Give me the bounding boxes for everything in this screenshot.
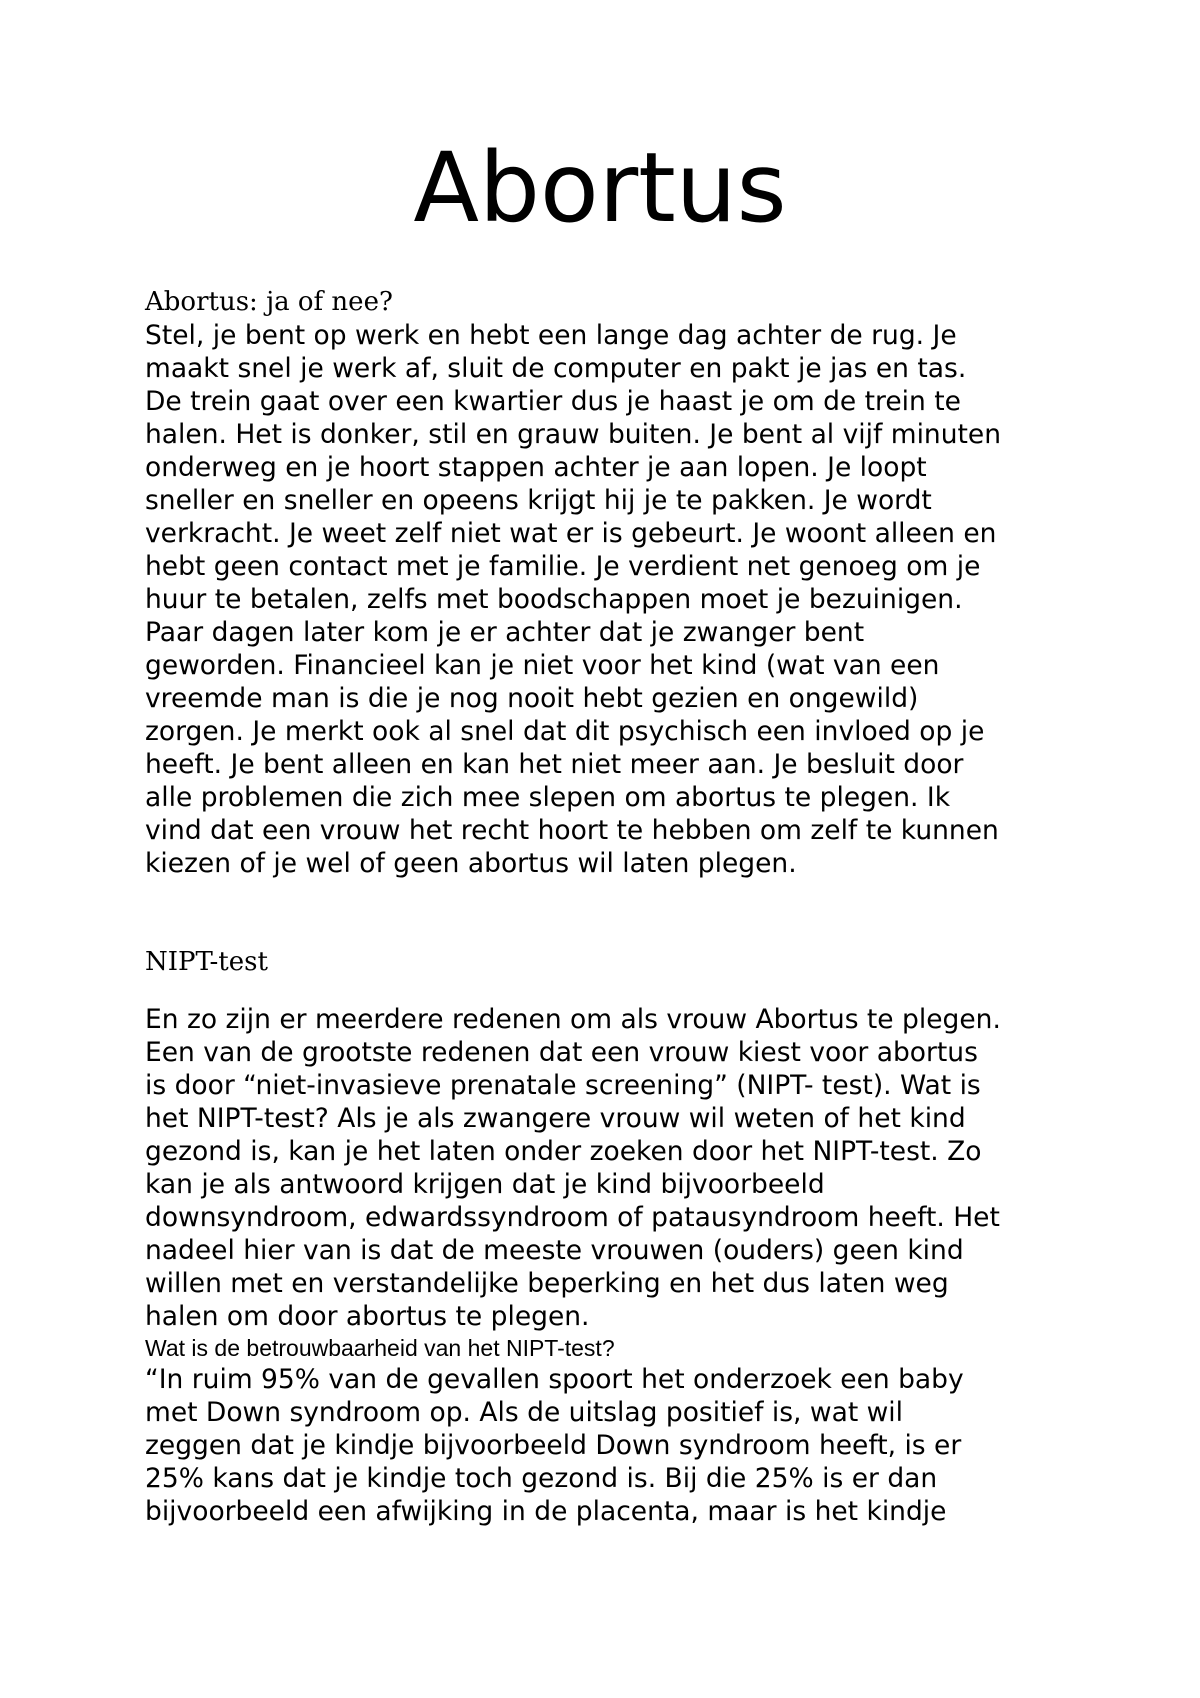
paragraph-reliability: “In ruim 95% van de gevallen spoort het onderzoek een baby met Down syndroom op. Als de uitslag positief is, wat wil zeggen dat je kindje bijvoorbeeld Down syndroom heeft, is er 25% kans dat je kindje toch gezond is. Bij die 25% is er dan bijvoorbeeld een afwijking in de placenta, maar is het kindje — [145, 1364, 964, 1527]
paragraph-nipt: En zo zijn er meerdere redenen om als vrouw Abortus te plegen. Een van de grootste redenen dat een vrouw kiest voor abortus is door “niet-invasieve prenatale screening” (NIPT- test). Wat is het NIPT-test? Als je als zwangere vrouw wil weten of het kind gezond is, kan je het laten onder zoeken door het NIPT-test. Zo kan je als antwoord krijgen dat je kind bijvoorbeeld downsyndroom, edwardssyndroom of patausyndroom heeft. Het nadeel hier van is dat de meeste vrouwen (ouders) geen kind willen met en verstandelijke beperking en het dus laten weg halen om door abortus te plegen. — [145, 1004, 1001, 1332]
section-heading-abortus: Abortus: ja of nee? — [145, 287, 393, 317]
section-heading-reliability: Wat is de betrouwbaarheid van het NIPT-test? — [145, 1335, 615, 1361]
section-heading-nipt: NIPT-test — [145, 947, 268, 977]
paragraph-scenario: Stel, je bent op werk en hebt een lange dag achter de rug. Je maakt snel je werk af, sluit de computer en pakt je jas en tas. De trein gaat over een kwartier dus je haast je om de trein te halen. Het is donker, stil en grauw buiten. Je bent al vijf minuten onderweg en je hoort stappen achter je aan lopen. Je loopt sneller en sneller en opeens krijgt hij je te pakken. Je wordt verkracht. Je weet zelf niet wat er is gebeurt. Je woont alleen en hebt geen contact met je familie. Je verdient net genoeg om je huur te betalen, zelfs met boodschappen moet je bezuinigen. Paar dagen later kom je er achter dat je zwanger bent geworden. Financieel kan je niet voor het kind (wat van een vreemde man is die je nog nooit hebt gezien en ongewild) zorgen. Je merkt ook al snel dat dit psychisch een invloed op je heeft. Je bent alleen en kan het niet meer aan. Je besluit door alle problemen die zich mee slepen om abortus te plegen. Ik vind dat een vrouw het recht hoort te hebben om zelf te kunnen kiezen of je wel of geen abortus wil laten plegen. — [145, 320, 1002, 879]
document-body — [145, 286, 1085, 1528]
document-title: Abortus — [413, 132, 787, 244]
spacer — [145, 880, 1085, 946]
spacer — [145, 979, 1085, 1003]
